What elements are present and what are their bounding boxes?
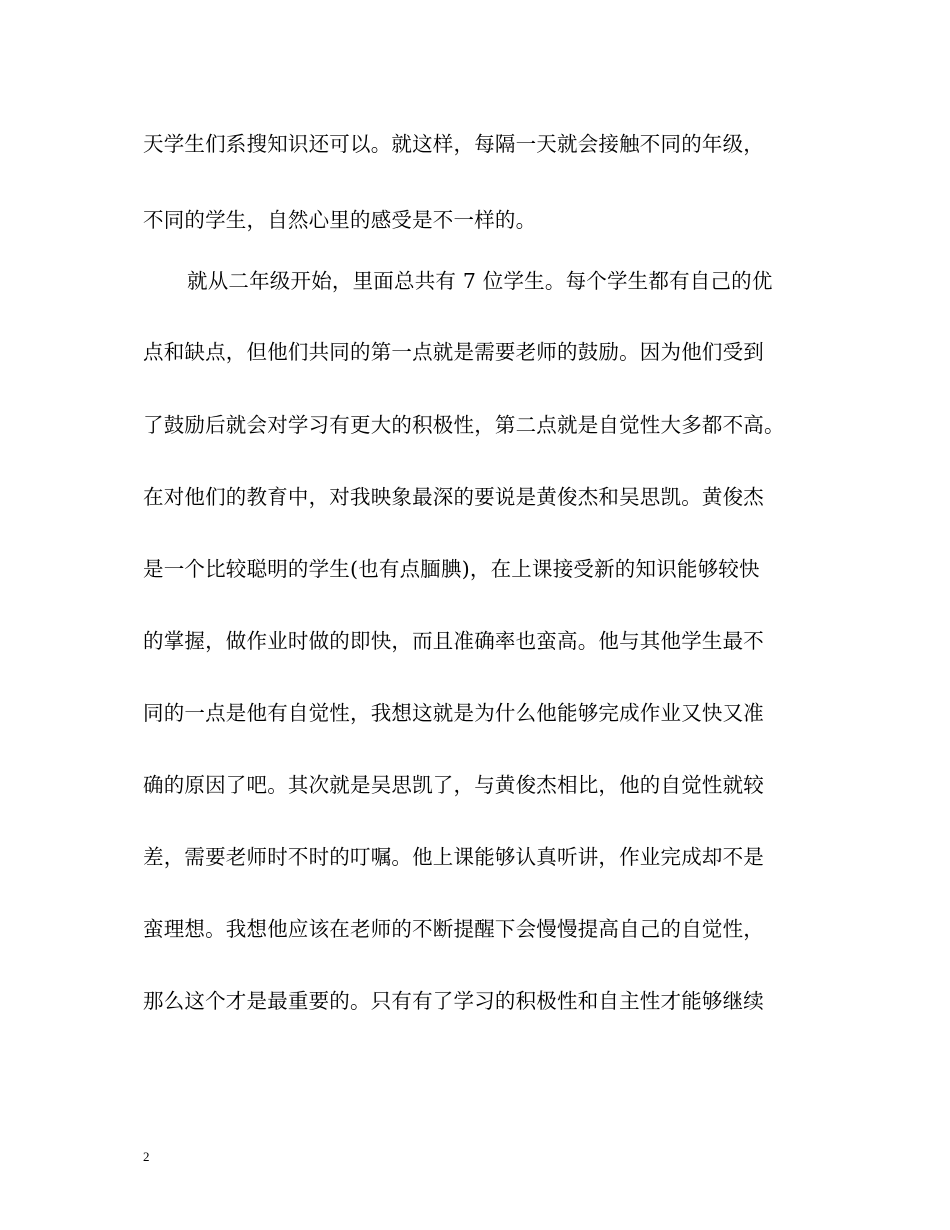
paragraph-line: 就从二年级开始，里面总共有 7 位学生。每个学生都有自己的优	[187, 269, 773, 293]
paragraph-line: 那么这个才是最重要的。只有有了学习的积极性和自主性才能够继续	[143, 989, 764, 1013]
paragraph-line: 同的一点是他有自觉性，我想这就是为什么他能够完成作业又快又准	[143, 701, 764, 725]
paragraph-line: 在对他们的教育中，对我映象最深的要说是黄俊杰和吴思凯。黄俊杰	[143, 485, 764, 509]
paragraph-line: 不同的学生，自然心里的感受是不一样的。	[143, 208, 537, 232]
page-number: 2	[143, 1149, 150, 1164]
paragraph-line: 蛮理想。我想他应该在老师的不断提醒下会慢慢提高自己的自觉性，	[143, 917, 764, 941]
paragraph-line: 确的原因了吧。其次就是吴思凯了，与黄俊杰相比，他的自觉性就较	[143, 773, 764, 797]
paragraph-line: 的掌握，做作业时做的即快，而且准确率也蛮高。他与其他学生最不	[143, 629, 764, 653]
paragraph-line: 点和缺点，但他们共同的第一点就是需要老师的鼓励。因为他们受到	[143, 340, 764, 364]
paragraph-line: 天学生们系搜知识还可以。就这样，每隔一天就会接触不同的年级，	[143, 132, 764, 156]
paragraph-line: 是一个比较聪明的学生(也有点腼腆)，在上课接受新的知识能够较快	[143, 557, 760, 581]
paragraph-line: 差，需要老师时不时的叮嘱。他上课能够认真听讲，作业完成却不是	[143, 845, 764, 869]
paragraph-line: 了鼓励后就会对学习有更大的积极性，第二点就是自觉性大多都不高。	[143, 413, 785, 437]
